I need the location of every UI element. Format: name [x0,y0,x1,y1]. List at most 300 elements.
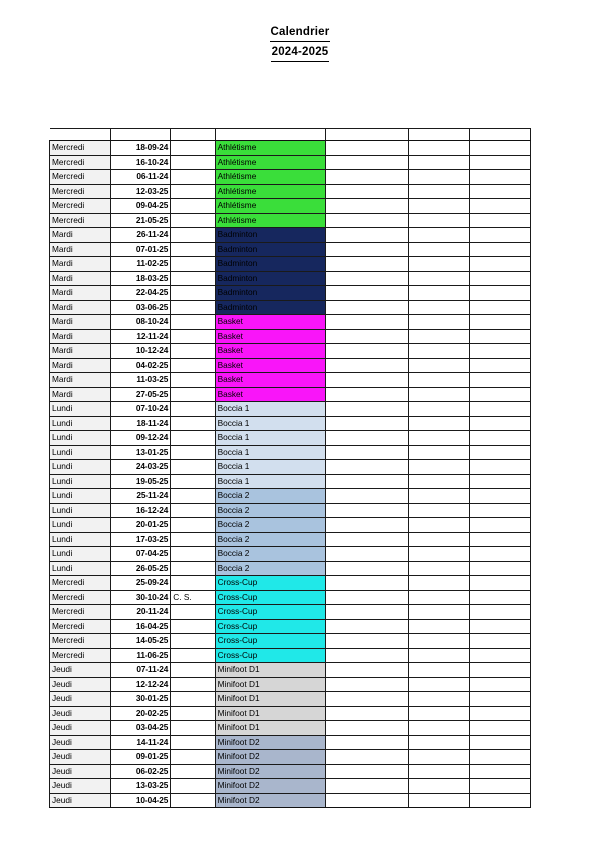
cell-date: 12-11-24 [111,329,171,344]
table-header-row [50,129,531,141]
cell-date: 22-04-25 [111,286,171,301]
cell-day: Mercredi [50,155,111,170]
cell-note [171,402,215,417]
table-row [50,518,531,533]
cell-activity: Boccia 1 [215,402,326,417]
table-row [50,155,531,170]
table-row [50,228,531,243]
cell-extra-3 [469,793,530,808]
cell-note [171,155,215,170]
cell-extra-1 [326,358,408,373]
cell-day: Jeudi [50,706,111,721]
cell-day: Jeudi [50,721,111,736]
cell-extra-1 [326,692,408,707]
cell-extra-2 [408,576,469,591]
cell-note [171,170,215,185]
title-line-calendrier: Calendrier [270,25,331,42]
cell-activity: Badminton [215,257,326,272]
cell-extra-2 [408,460,469,475]
cell-extra-3 [469,257,530,272]
cell-activity: Badminton [215,300,326,315]
cell-extra-2 [408,489,469,504]
cell-day: Mardi [50,228,111,243]
cell-activity: Cross-Cup [215,605,326,620]
table-row [50,721,531,736]
cell-activity: Minifoot D2 [215,764,326,779]
cell-date: 26-11-24 [111,228,171,243]
cell-activity: Boccia 2 [215,489,326,504]
cell-note [171,242,215,257]
cell-activity: Athlétisme [215,199,326,214]
cell-extra-2 [408,634,469,649]
cell-activity: Boccia 2 [215,561,326,576]
table-row [50,474,531,489]
cell-extra-2 [408,779,469,794]
cell-note [171,344,215,359]
cell-extra-2 [408,416,469,431]
cell-extra-3 [469,213,530,228]
cell-date: 24-03-25 [111,460,171,475]
cell-extra-2 [408,561,469,576]
cell-date: 07-11-24 [111,663,171,678]
cell-date: 07-01-25 [111,242,171,257]
cell-day: Mercredi [50,170,111,185]
cell-day: Mercredi [50,605,111,620]
table-row [50,402,531,417]
cell-extra-1 [326,213,408,228]
cell-date: 09-01-25 [111,750,171,765]
cell-extra-3 [469,677,530,692]
cell-activity: Minifoot D1 [215,706,326,721]
cell-date: 20-11-24 [111,605,171,620]
cell-activity: Boccia 1 [215,416,326,431]
cell-note [171,605,215,620]
cell-extra-3 [469,242,530,257]
cell-extra-3 [469,474,530,489]
table-row [50,460,531,475]
cell-extra-1 [326,387,408,402]
table-row [50,300,531,315]
cell-extra-1 [326,532,408,547]
cell-date: 13-01-25 [111,445,171,460]
cell-day: Mardi [50,242,111,257]
cell-extra-3 [469,779,530,794]
cell-extra-3 [469,170,530,185]
cell-extra-3 [469,663,530,678]
cell-day: Mardi [50,358,111,373]
cell-note [171,532,215,547]
cell-date: 20-02-25 [111,706,171,721]
cell-activity: Basket [215,344,326,359]
cell-note [171,199,215,214]
cell-note [171,358,215,373]
cell-activity: Minifoot D1 [215,677,326,692]
cell-note [171,445,215,460]
cell-date: 17-03-25 [111,532,171,547]
cell-date: 20-01-25 [111,518,171,533]
cell-extra-3 [469,489,530,504]
cell-extra-1 [326,590,408,605]
cell-extra-1 [326,141,408,156]
cell-note [171,779,215,794]
cell-day: Mardi [50,329,111,344]
cell-extra-1 [326,503,408,518]
header-cell-extra-2 [408,129,469,141]
cell-day: Mercredi [50,619,111,634]
cell-extra-3 [469,184,530,199]
header-cell-note [171,129,215,141]
cell-extra-1 [326,489,408,504]
cell-extra-3 [469,590,530,605]
cell-extra-1 [326,518,408,533]
cell-date: 16-04-25 [111,619,171,634]
cell-note [171,663,215,678]
cell-extra-1 [326,257,408,272]
cell-activity: Boccia 2 [215,532,326,547]
cell-extra-3 [469,692,530,707]
cell-extra-2 [408,358,469,373]
cell-date: 03-06-25 [111,300,171,315]
table-row [50,315,531,330]
cell-extra-1 [326,663,408,678]
cell-date: 18-11-24 [111,416,171,431]
cell-day: Mardi [50,344,111,359]
cell-activity: Athlétisme [215,184,326,199]
cell-date: 30-01-25 [111,692,171,707]
title-line-season: 2024-2025 [271,45,330,62]
cell-activity: Cross-Cup [215,619,326,634]
cell-extra-1 [326,793,408,808]
cell-extra-1 [326,300,408,315]
cell-extra-3 [469,735,530,750]
cell-extra-2 [408,315,469,330]
cell-activity: Basket [215,329,326,344]
cell-date: 14-11-24 [111,735,171,750]
cell-extra-1 [326,648,408,663]
cell-date: 10-04-25 [111,793,171,808]
table-row [50,663,531,678]
table-row [50,387,531,402]
header-cell-extra-1 [326,129,408,141]
cell-date: 21-05-25 [111,213,171,228]
cell-extra-1 [326,735,408,750]
cell-activity: Minifoot D2 [215,735,326,750]
cell-extra-1 [326,271,408,286]
cell-day: Mardi [50,300,111,315]
cell-note [171,576,215,591]
cell-extra-1 [326,605,408,620]
cell-extra-1 [326,286,408,301]
calendar-table-body [50,129,531,808]
cell-extra-2 [408,228,469,243]
cell-activity: Badminton [215,286,326,301]
table-row [50,358,531,373]
cell-extra-3 [469,561,530,576]
table-row [50,416,531,431]
cell-date: 12-03-25 [111,184,171,199]
table-row [50,503,531,518]
cell-note [171,561,215,576]
cell-extra-3 [469,199,530,214]
table-row [50,286,531,301]
table-row [50,199,531,214]
table-row [50,242,531,257]
cell-extra-2 [408,213,469,228]
cell-extra-3 [469,532,530,547]
cell-extra-1 [326,706,408,721]
cell-note [171,373,215,388]
cell-date: 19-05-25 [111,474,171,489]
cell-day: Mardi [50,257,111,272]
cell-extra-1 [326,344,408,359]
cell-extra-2 [408,706,469,721]
cell-extra-3 [469,648,530,663]
cell-extra-2 [408,373,469,388]
cell-extra-2 [408,329,469,344]
table-row [50,213,531,228]
cell-extra-2 [408,590,469,605]
table-row [50,764,531,779]
cell-extra-2 [408,793,469,808]
table-row [50,576,531,591]
cell-date: 09-04-25 [111,199,171,214]
cell-note [171,735,215,750]
cell-day: Mercredi [50,634,111,649]
cell-extra-1 [326,170,408,185]
cell-note [171,721,215,736]
cell-extra-2 [408,242,469,257]
table-row [50,634,531,649]
cell-note [171,793,215,808]
cell-extra-1 [326,779,408,794]
cell-extra-2 [408,518,469,533]
cell-activity: Boccia 2 [215,547,326,562]
cell-note [171,286,215,301]
calendar-table [49,128,531,808]
cell-note [171,750,215,765]
table-row [50,445,531,460]
table-row [50,677,531,692]
cell-note [171,271,215,286]
cell-extra-1 [326,619,408,634]
cell-note [171,677,215,692]
cell-activity: Basket [215,315,326,330]
cell-day: Lundi [50,445,111,460]
cell-extra-1 [326,460,408,475]
cell-extra-3 [469,460,530,475]
cell-date: 26-05-25 [111,561,171,576]
cell-date: 06-11-24 [111,170,171,185]
cell-extra-1 [326,764,408,779]
cell-extra-1 [326,474,408,489]
cell-activity: Minifoot D1 [215,663,326,678]
cell-extra-1 [326,561,408,576]
cell-note [171,329,215,344]
cell-activity: Basket [215,358,326,373]
cell-extra-1 [326,242,408,257]
cell-date: 12-12-24 [111,677,171,692]
cell-extra-1 [326,184,408,199]
table-row [50,590,531,605]
cell-extra-3 [469,764,530,779]
cell-extra-3 [469,373,530,388]
table-row [50,561,531,576]
cell-activity: Cross-Cup [215,590,326,605]
cell-day: Lundi [50,416,111,431]
cell-extra-3 [469,228,530,243]
cell-note [171,228,215,243]
cell-day: Jeudi [50,764,111,779]
cell-activity: Athlétisme [215,141,326,156]
cell-extra-3 [469,358,530,373]
cell-day: Mardi [50,271,111,286]
cell-note [171,619,215,634]
cell-extra-2 [408,286,469,301]
cell-extra-3 [469,605,530,620]
cell-extra-1 [326,373,408,388]
header-cell-extra-3 [469,129,530,141]
cell-date: 16-12-24 [111,503,171,518]
cell-date: 16-10-24 [111,155,171,170]
table-row [50,373,531,388]
table-row [50,532,531,547]
cell-extra-2 [408,677,469,692]
cell-day: Lundi [50,489,111,504]
cell-extra-1 [326,431,408,446]
cell-extra-1 [326,750,408,765]
cell-extra-1 [326,721,408,736]
cell-extra-3 [469,329,530,344]
header-cell-date [111,129,171,141]
cell-note [171,315,215,330]
cell-date: 11-02-25 [111,257,171,272]
cell-date: 04-02-25 [111,358,171,373]
cell-day: Mercredi [50,199,111,214]
cell-extra-3 [469,750,530,765]
cell-extra-2 [408,605,469,620]
cell-extra-3 [469,634,530,649]
cell-extra-3 [469,518,530,533]
table-row [50,779,531,794]
cell-note [171,503,215,518]
table-row [50,648,531,663]
cell-day: Mercredi [50,213,111,228]
cell-extra-3 [469,141,530,156]
cell-activity: Athlétisme [215,213,326,228]
cell-activity: Badminton [215,242,326,257]
cell-date: 30-10-24 [111,590,171,605]
cell-day: Lundi [50,532,111,547]
cell-extra-3 [469,286,530,301]
cell-date: 11-03-25 [111,373,171,388]
cell-activity: Boccia 1 [215,431,326,446]
table-row [50,489,531,504]
cell-date: 18-03-25 [111,271,171,286]
table-row [50,184,531,199]
cell-extra-3 [469,721,530,736]
cell-extra-1 [326,155,408,170]
cell-extra-3 [469,576,530,591]
cell-extra-2 [408,155,469,170]
table-row [50,271,531,286]
cell-day: Mardi [50,373,111,388]
cell-extra-1 [326,445,408,460]
header-cell-day [50,129,111,141]
table-row [50,431,531,446]
cell-day: Mercredi [50,184,111,199]
cell-activity: Minifoot D1 [215,721,326,736]
cell-extra-3 [469,445,530,460]
cell-activity: Athlétisme [215,155,326,170]
cell-extra-3 [469,619,530,634]
cell-day: Lundi [50,460,111,475]
cell-date: 27-05-25 [111,387,171,402]
header-cell-activity [215,129,326,141]
table-row [50,170,531,185]
cell-extra-2 [408,692,469,707]
cell-day: Jeudi [50,750,111,765]
cell-extra-1 [326,576,408,591]
cell-extra-1 [326,677,408,692]
cell-extra-1 [326,547,408,562]
cell-extra-3 [469,155,530,170]
table-row [50,692,531,707]
cell-extra-1 [326,402,408,417]
cell-date: 13-03-25 [111,779,171,794]
cell-extra-2 [408,619,469,634]
cell-day: Jeudi [50,692,111,707]
table-row [50,793,531,808]
cell-extra-2 [408,503,469,518]
table-row [50,547,531,562]
cell-day: Lundi [50,503,111,518]
cell-day: Lundi [50,431,111,446]
cell-activity: Cross-Cup [215,576,326,591]
cell-note [171,141,215,156]
cell-extra-2 [408,184,469,199]
cell-note [171,706,215,721]
cell-extra-2 [408,271,469,286]
cell-extra-3 [469,387,530,402]
cell-date: 07-04-25 [111,547,171,562]
cell-date: 25-09-24 [111,576,171,591]
cell-activity: Minifoot D1 [215,692,326,707]
cell-extra-2 [408,431,469,446]
cell-extra-1 [326,315,408,330]
cell-activity: Boccia 1 [215,460,326,475]
cell-note [171,431,215,446]
cell-date: 08-10-24 [111,315,171,330]
cell-extra-2 [408,764,469,779]
table-row [50,605,531,620]
table-row [50,257,531,272]
cell-day: Lundi [50,518,111,533]
cell-activity: Boccia 1 [215,445,326,460]
cell-activity: Basket [215,387,326,402]
cell-date: 09-12-24 [111,431,171,446]
cell-extra-2 [408,547,469,562]
cell-note [171,648,215,663]
cell-note [171,460,215,475]
table-row [50,344,531,359]
cell-day: Lundi [50,474,111,489]
cell-day: Jeudi [50,793,111,808]
cell-day: Mercredi [50,576,111,591]
cell-date: 07-10-24 [111,402,171,417]
cell-date: 10-12-24 [111,344,171,359]
cell-extra-2 [408,648,469,663]
cell-extra-2 [408,663,469,678]
